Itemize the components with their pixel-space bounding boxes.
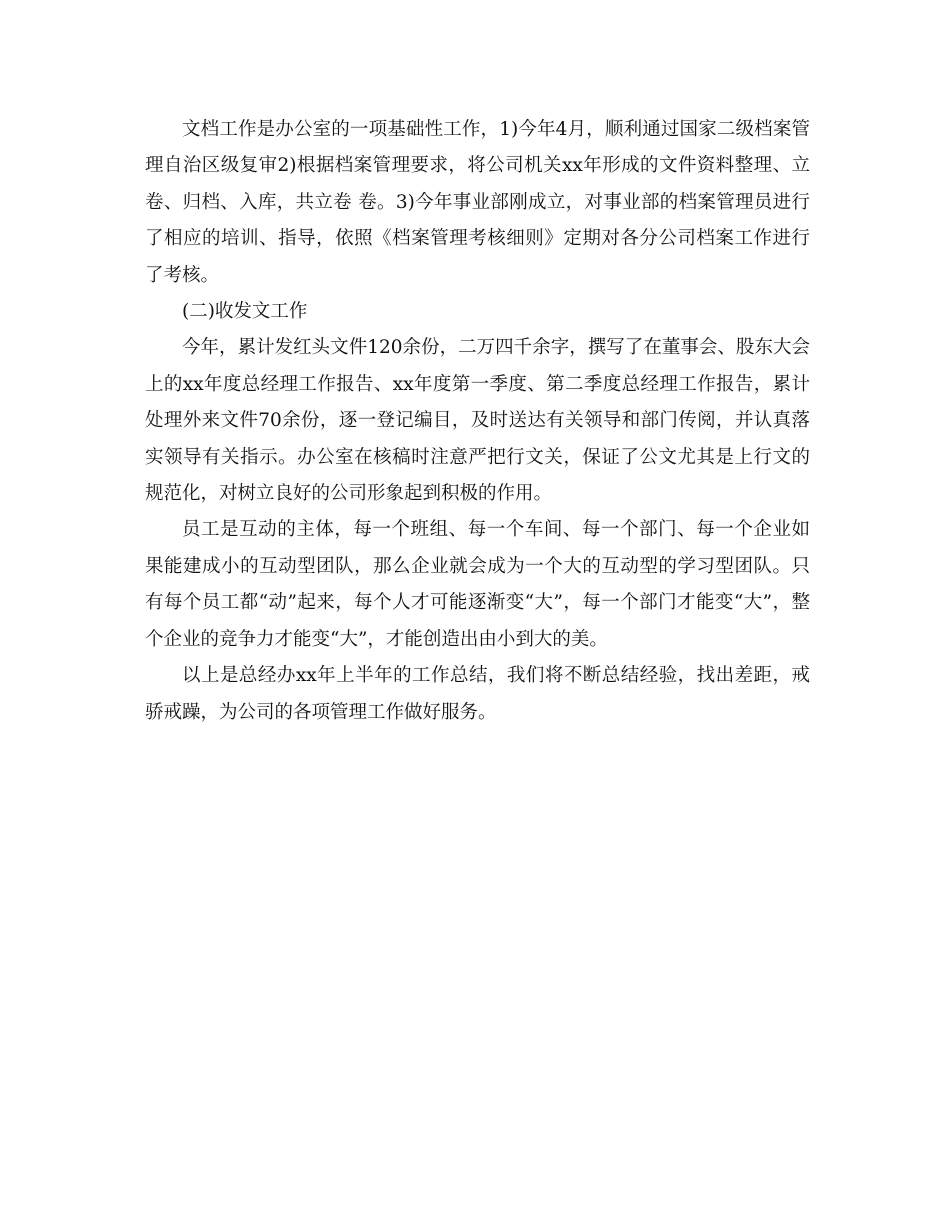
section-heading-dispatch: (二)收发文工作	[182, 301, 308, 323]
paragraph-team-interaction: 员工是互动的主体，每一个班组、每一个车间、每一个部门、每一个企业如果能建成小的互动型团队，那么企业就会成为一个大的互动型的学习型团队。只有每个员工都“动”起来，每个人才可能逐渐变“大”，每一个部门才能变“大”，整个企业的竞争力才能变“大”，才能创造出由小到大的美。	[145, 519, 810, 650]
paragraph-archives-work: 文档工作是办公室的一项基础性工作，1)今年4月，顺利通过国家二级档案管理自治区级复审2)根据档案管理要求，将公司机关xx年形成的文件资料整理、立卷、归档、入库，共立卷 卷。3)今年事业部刚成立，对事业部的档案管理员进行了相应的培训、指导，依照《档案管理考核细则》定期对各分公司档案工作进行了考核。	[145, 119, 810, 286]
paragraph-conclusion: 以上是总经办xx年上半年的工作总结，我们将不断总结经验，找出差距，戒骄戒躁，为公司的各项管理工作做好服务。	[145, 665, 810, 723]
paragraph-dispatch-work: 今年，累计发红头文件120余份，二万四千余字，撰写了在董事会、股东大会上的xx年度总经理工作报告、xx年度第一季度、第二季度总经理工作报告，累计处理外来文件70余份，逐一登记编目，及时送达有关领导和部门传阅，并认真落实领导有关指示。办公室在核稿时注意严把行文关，保证了公文尤其是上行文的规范化，对树立良好的公司形象起到积极的作用。	[145, 337, 810, 505]
document-page	[145, 112, 810, 731]
